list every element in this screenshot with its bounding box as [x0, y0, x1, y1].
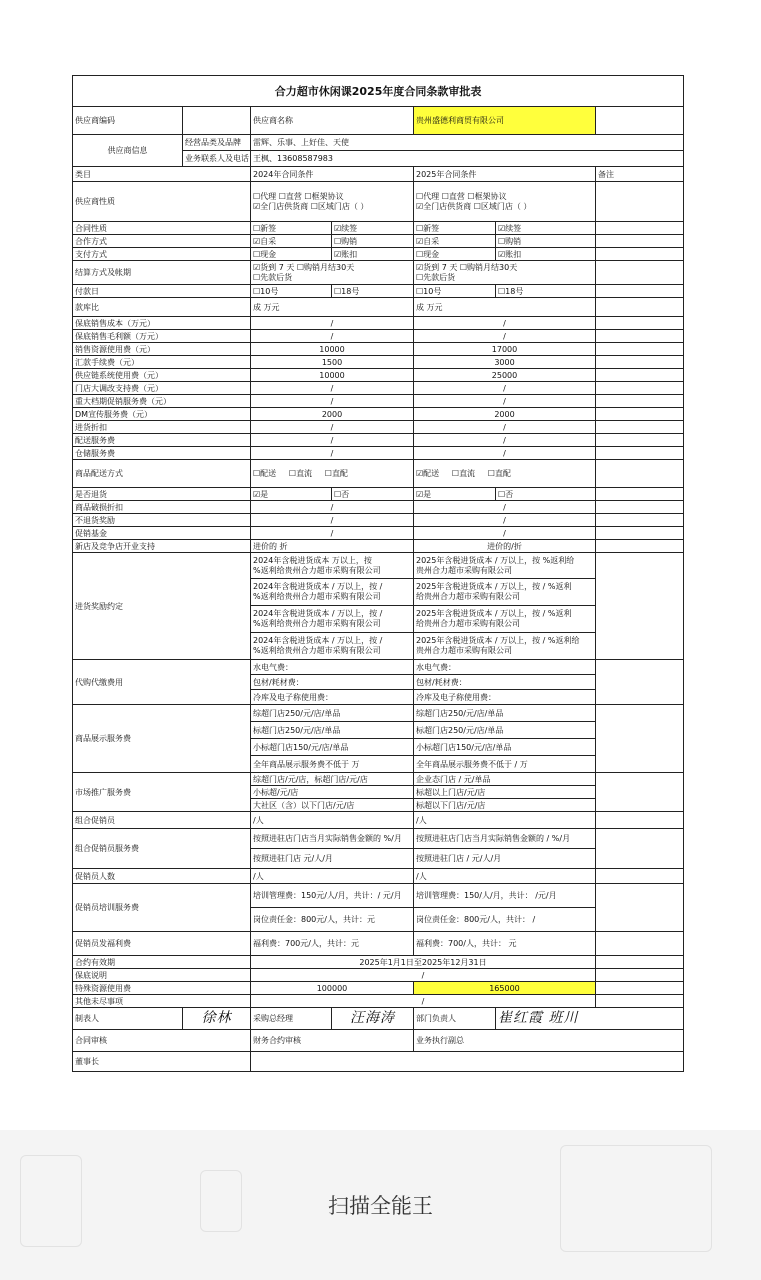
sales-resource-2025: 17000	[414, 343, 596, 356]
combo-promoter-2025: /人	[414, 812, 596, 829]
display-2024-3: 小标超门店150/元/店/单品	[251, 739, 414, 756]
storage-fee-2024: /	[251, 447, 414, 460]
promo-service-2025: /	[414, 395, 596, 408]
min-margin-2024: /	[251, 330, 414, 343]
pay-day-2024-b: ☐18号	[332, 285, 414, 298]
purchase-discount-2024: /	[251, 421, 414, 434]
validity-label: 合约有效期	[73, 956, 251, 969]
min-margin-label: 保底销售毛利额（万元）	[73, 330, 251, 343]
brand-label: 扫描全能王	[328, 1194, 433, 1218]
rebate-2024-1: 2024年含税进货成本 万以上，按 %返利给贵州合力超市采购有限公司	[251, 553, 414, 579]
combo-service-2024-2: 按照进驻门店 元/人/月	[251, 849, 414, 869]
no-return-reward-2025: /	[414, 514, 596, 527]
sales-resource-2024: 10000	[251, 343, 414, 356]
market-label: 市场推广服务费	[73, 773, 251, 812]
min-cost-label: 保底销售成本（万元）	[73, 317, 251, 330]
distribution-2024: ☐配送 ☐直流 ☐直配	[251, 460, 414, 488]
display-2025-2: 标超门店250/元/店/单品	[414, 722, 596, 739]
coop-mode-2024-b: ☐购销	[332, 235, 414, 248]
brands-label: 经营品类及品牌	[183, 135, 251, 151]
gm-label: 采购总经理	[251, 1008, 332, 1030]
damage-discount-2024: /	[251, 501, 414, 514]
supplier-nature-2024: ☐代理 ☐直营 ☐框架协议 ☑全门店供货商 ☐区域门店（ ）	[251, 182, 414, 222]
display-2025-4: 全年商品展示服务费不低于 / 万	[414, 756, 596, 773]
returnable-2024-no: ☐否	[332, 488, 414, 501]
rebate-2025-2: 2025年含税进货成本 / 万以上，按 / %返利 给贵州合力超市采购有限公司	[414, 579, 596, 606]
storage-fee-label: 仓储服务费	[73, 447, 251, 460]
store-renovate-2024: /	[251, 382, 414, 395]
storage-fee-2025: /	[414, 447, 596, 460]
dept-signature: 崔红霞 班川	[496, 1008, 684, 1030]
validity-value: 2025年1月1日至2025年12月31日	[251, 956, 596, 969]
delivery-fee-2024: /	[251, 434, 414, 447]
promo-service-2024: /	[251, 395, 414, 408]
remark-header: 备注	[596, 167, 684, 182]
pay-mode-2024-a: ☐现金	[251, 248, 332, 261]
finance-label: 财务合约审核	[251, 1030, 414, 1052]
brands-value: 雷辉、乐事、上好佳、天使	[251, 135, 684, 151]
dm-fee-2025: 2000	[414, 408, 596, 421]
pay-day-2024-a: ☐10号	[251, 285, 332, 298]
combo-service-label: 组合促销员服务费	[73, 829, 251, 869]
rebate-2025-1: 2025年含税进货成本 / 万以上，按 %返利给 贵州合力超市采购有限公司	[414, 553, 596, 579]
display-label: 商品展示服务费	[73, 705, 251, 773]
agency-2024-1: 水电气费：	[251, 660, 414, 675]
pay-day-label: 付款日	[73, 285, 251, 298]
coop-mode-label: 合作方式	[73, 235, 251, 248]
display-2025-1: 综超门店250/元/店/单品	[414, 705, 596, 722]
delivery-fee-label: 配送服务费	[73, 434, 251, 447]
promo-fund-2025: /	[414, 527, 596, 540]
special-label: 特殊资源使用费	[73, 982, 251, 995]
col-2024-header: 2024年合同条件	[251, 167, 414, 182]
dept-label: 部门负责人	[414, 1008, 496, 1030]
pay-mode-label: 支付方式	[73, 248, 251, 261]
returnable-label: 是否退货	[73, 488, 251, 501]
combo-promoter-2024: /人	[251, 812, 414, 829]
pay-mode-2024-b: ☑账扣	[332, 248, 414, 261]
distribution-2025: ☑配送 ☐直流 ☐直配	[414, 460, 596, 488]
rebate-2025-4: 2025年含税进货成本 / 万以上，按 / %返利给 贵州合力超市采购有限公司	[414, 633, 596, 660]
supply-chain-2025: 25000	[414, 369, 596, 382]
new-store-2024: 进价的 折	[251, 540, 414, 553]
market-2025-2: 标超以上门店/元/店	[414, 786, 596, 799]
promoter-count-label: 促销员人数	[73, 869, 251, 884]
gm-signature: 汪海涛	[332, 1008, 414, 1030]
agency-label: 代购代缴费用	[73, 660, 251, 705]
store-renovate-label: 门店大调改支持费（元）	[73, 382, 251, 395]
training-2025-1: 培训管理费：150/人/月，共计： /元/月	[414, 884, 596, 908]
contract-table	[72, 75, 684, 1072]
min-cost-2025: /	[414, 317, 596, 330]
promo-fund-2024: /	[251, 527, 414, 540]
damage-discount-label: 商品破损折扣	[73, 501, 251, 514]
combo-service-2025-2: 按照进驻门店 / 元/人/月	[414, 849, 596, 869]
rebate-2025-3: 2025年含税进货成本 / 万以上，按 / %返利 给贵州合力超市采购有限公司	[414, 606, 596, 633]
contract-nature-2024-renew: ☑续签	[332, 222, 414, 235]
combo-service-2025-1: 按照进驻店门店当月实际销售金额的 / %/月	[414, 829, 596, 849]
approval-form	[72, 75, 683, 1072]
ratio-label: 款库比	[73, 298, 251, 317]
remit-fee-2025: 3000	[414, 356, 596, 369]
contract-nature-2025-renew: ☑续签	[496, 222, 596, 235]
dm-fee-label: DM宣传服务费（元）	[73, 408, 251, 421]
category-label: 类目	[73, 167, 251, 182]
store-renovate-2025: /	[414, 382, 596, 395]
rebate-2024-4: 2024年含税进货成本 / 万以上，按 / %返利给贵州合力超市采购有限公司	[251, 633, 414, 660]
other-value: /	[251, 995, 596, 1008]
promoter-count-2024: /人	[251, 869, 414, 884]
display-2024-1: 综超门店250/元/店/单品	[251, 705, 414, 722]
market-2025-1: 企业态门店 / 元/单品	[414, 773, 596, 786]
welfare-2024: 福利费：700元/人，共计：元	[251, 932, 414, 956]
remit-fee-label: 汇款手续费（元）	[73, 356, 251, 369]
new-store-label: 新店及竞争店开业支持	[73, 540, 251, 553]
maker-label: 制表人	[73, 1008, 183, 1030]
no-return-reward-label: 不退货奖励	[73, 514, 251, 527]
purchase-discount-2025: /	[414, 421, 596, 434]
supply-chain-label: 供应链系统使用费（元）	[73, 369, 251, 382]
training-2024-1: 培训管理费：150元/人/月，共计：/ 元/月	[251, 884, 414, 908]
display-2024-2: 标超门店250/元/店/单品	[251, 722, 414, 739]
returnable-2025-no: ☐否	[496, 488, 596, 501]
agency-2025-1: 水电气费：	[414, 660, 596, 675]
agency-2024-3: 冷库及电子称使用费：	[251, 690, 414, 705]
promoter-count-2025: /人	[414, 869, 596, 884]
supplier-nature-label: 供应商性质	[73, 182, 251, 222]
returnable-2024-yes: ☑是	[251, 488, 332, 501]
display-2024-4: 全年商品展示服务费不低于 万	[251, 756, 414, 773]
pay-mode-2025-b: ☑账扣	[496, 248, 596, 261]
chair-label: 董事长	[73, 1052, 251, 1072]
rebate-2024-2: 2024年含税进货成本 / 万以上，按 / %返利给贵州合力超市采购有限公司	[251, 579, 414, 606]
training-2025-2: 岗位责任金：800元/人，共计： /	[414, 908, 596, 932]
combo-promoter-label: 组合促销员	[73, 812, 251, 829]
pay-mode-2025-a: ☐现金	[414, 248, 496, 261]
review-label: 合同审核	[73, 1030, 251, 1052]
promo-fund-label: 促销基金	[73, 527, 251, 540]
contact-value: 王枫、13608587983	[251, 151, 684, 167]
min-cost-2024: /	[251, 317, 414, 330]
agency-2024-2: 包材/耗材费：	[251, 675, 414, 690]
guarantee-value: /	[251, 969, 596, 982]
supplier-code-value	[183, 107, 251, 135]
chair-signature	[251, 1052, 684, 1072]
damage-discount-2025: /	[414, 501, 596, 514]
other-label: 其他未尽事项	[73, 995, 251, 1008]
app-footer	[0, 1130, 761, 1280]
supplier-info-label: 供应商信息	[73, 135, 183, 167]
exec-label: 业务执行副总	[414, 1030, 684, 1052]
supplier-name-label: 供应商名称	[251, 107, 414, 135]
contract-nature-2025-new: ☐新签	[414, 222, 496, 235]
remit-fee-2024: 1500	[251, 356, 414, 369]
pay-day-2025-b: ☐18号	[496, 285, 596, 298]
training-label: 促销员培训服务费	[73, 884, 251, 932]
supplier-name-value: 贵州盛德利商贸有限公司	[414, 107, 596, 135]
display-2025-3: 小标超门店150/元/店/单品	[414, 739, 596, 756]
supplier-nature-2025: ☐代理 ☐直营 ☐框架协议 ☑全门店供货商 ☐区域门店（ ）	[414, 182, 596, 222]
col-2025-header: 2025年合同条件	[414, 167, 596, 182]
no-return-reward-2024: /	[251, 514, 414, 527]
combo-service-2024-1: 按照进驻店门店当月实际销售金额的 %/月	[251, 829, 414, 849]
contact-label: 业务联系人及电话	[183, 151, 251, 167]
supplier-code-label: 供应商编码	[73, 107, 183, 135]
pay-day-2025-a: ☐10号	[414, 285, 496, 298]
empty-cell	[596, 107, 684, 135]
contract-nature-label: 合同性质	[73, 222, 251, 235]
returnable-2025-yes: ☑是	[414, 488, 496, 501]
settlement-label: 结算方式及帐期	[73, 261, 251, 285]
market-2024-1: 综超门店/元/店，标超门店/元/店	[251, 773, 414, 786]
coop-mode-2025-b: ☐购销	[496, 235, 596, 248]
welfare-2025: 福利费：700/人，共计： 元	[414, 932, 596, 956]
coop-mode-2025-a: ☑自采	[414, 235, 496, 248]
welfare-label: 促销员发福利费	[73, 932, 251, 956]
settlement-2024: ☑货到 7 天 ☐购销月结30天 ☐先款后货	[251, 261, 414, 285]
market-2024-2: 小标超/元/店	[251, 786, 414, 799]
sales-resource-label: 销售资源使用费（元）	[73, 343, 251, 356]
contract-nature-2024-new: ☐新签	[251, 222, 332, 235]
form-title: 合力超市休闲课2025年度合同条款审批表	[73, 76, 684, 107]
min-margin-2025: /	[414, 330, 596, 343]
purchase-discount-label: 进货折扣	[73, 421, 251, 434]
dm-fee-2024: 2000	[251, 408, 414, 421]
ratio-2025: 成 万元	[414, 298, 596, 317]
rebate-label: 进货奖励约定	[73, 553, 251, 660]
special-2025: 165000	[414, 982, 596, 995]
maker-signature: 徐林	[183, 1008, 251, 1030]
promo-service-label: 重大档期促销服务费（元）	[73, 395, 251, 408]
guarantee-label: 保底说明	[73, 969, 251, 982]
ratio-2024: 成 万元	[251, 298, 414, 317]
supply-chain-2024: 10000	[251, 369, 414, 382]
delivery-fee-2025: /	[414, 434, 596, 447]
special-2024: 100000	[251, 982, 414, 995]
agency-2025-3: 冷库及电子称使用费：	[414, 690, 596, 705]
rebate-2024-3: 2024年含税进货成本 / 万以上，按 / %返利给贵州合力超市采购有限公司	[251, 606, 414, 633]
market-2025-3: 标超以下门店/元/店	[414, 799, 596, 812]
training-2024-2: 岗位责任金：800元/人，共计：元	[251, 908, 414, 932]
new-store-2025: 进价的/折	[414, 540, 596, 553]
settlement-2025: ☑货到 7 天 ☐购销月结30天 ☐先款后货	[414, 261, 596, 285]
market-2024-3: 大社区（含）以下门店/元/店	[251, 799, 414, 812]
coop-mode-2024-a: ☑自采	[251, 235, 332, 248]
distribution-label: 商品配送方式	[73, 460, 251, 488]
agency-2025-2: 包材/耗材费：	[414, 675, 596, 690]
